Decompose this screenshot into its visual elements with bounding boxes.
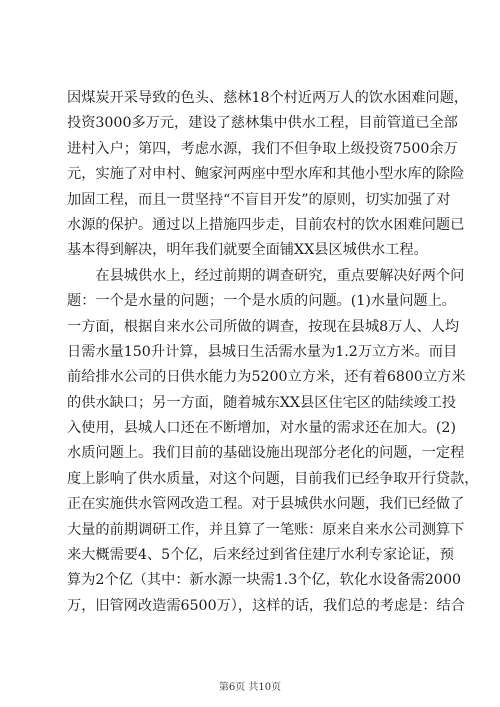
text-line: 度上影响了供水质量，对这个问题，目前我们已经争取开行贷款， [67, 470, 479, 487]
text-line: 正在实施供水管网改造工程。对于县城供水问题，我们已经做了 [67, 496, 465, 513]
text-line: 万，旧管网改造需6500万），这样的话，我们总的考虑是：结合 [67, 597, 465, 614]
text-line: 的供水缺口；另一方面，随着城东XX县区住宅区的陆续竣工投 [67, 394, 457, 411]
text-line: 题：一个是水量的问题；一个是水质的问题。(1)水量问题上。 [67, 293, 456, 310]
text-line: 算为2个亿（其中：新水源一块需1.3个亿，软化水设备需2000 [67, 572, 462, 589]
text-line: 水质问题上。我们目前的基础设施出现部分老化的问题，一定程 [67, 445, 465, 462]
text-line: 投资3000多万元，建设了慈林集中供水工程，目前管道已全部 [67, 115, 458, 132]
body-text [67, 86, 479, 619]
text-line: 一方面，根据自来水公司所做的调查，按现在县城8万人、人均 [67, 318, 460, 335]
text-line: 因煤炭开采导致的色头、慈林18个村近两万人的饮水困难问题， [67, 90, 469, 106]
text-line: 入使用，县城人口还在不断增加，对水量的需求还在加大。(2) [67, 420, 456, 437]
text-line: 前给排水公司的日供水能力为5200立方米，还有着6800立方米 [67, 369, 466, 386]
text-line: 在县城供水上，经过前期的调查研究，重点要解决好两个问 [67, 267, 465, 284]
text-line: 来大概需要4、5个亿，后来经过到省住建厅水利专家论证，预 [67, 547, 454, 564]
text-line: 加固工程，而且一贯坚持“不盲目开发”的原则，切实加强了对 [67, 191, 451, 208]
text-line: 元，实施了对申村、鲍家河两座中型水库和其他小型水库的除险 [67, 166, 465, 183]
text-line: 水源的保护。通过以上措施四步走，目前农村的饮水困难问题已 [67, 216, 465, 233]
text-line: 进村入户；第四，考虑水源，我们不但争取上级投资7500余万 [67, 140, 458, 157]
text-line: 日需水量150升计算，县城日生活需水量为1.2万立方米。而目 [67, 343, 458, 360]
text-line: 大量的前期调研工作，并且算了一笔账：原来自来水公司测算下 [67, 521, 465, 538]
text-line: 基本得到解决，明年我们就要全面铺XX县区城供水工程。 [67, 242, 428, 259]
page-footer: 第6页 共10页 [218, 682, 282, 693]
